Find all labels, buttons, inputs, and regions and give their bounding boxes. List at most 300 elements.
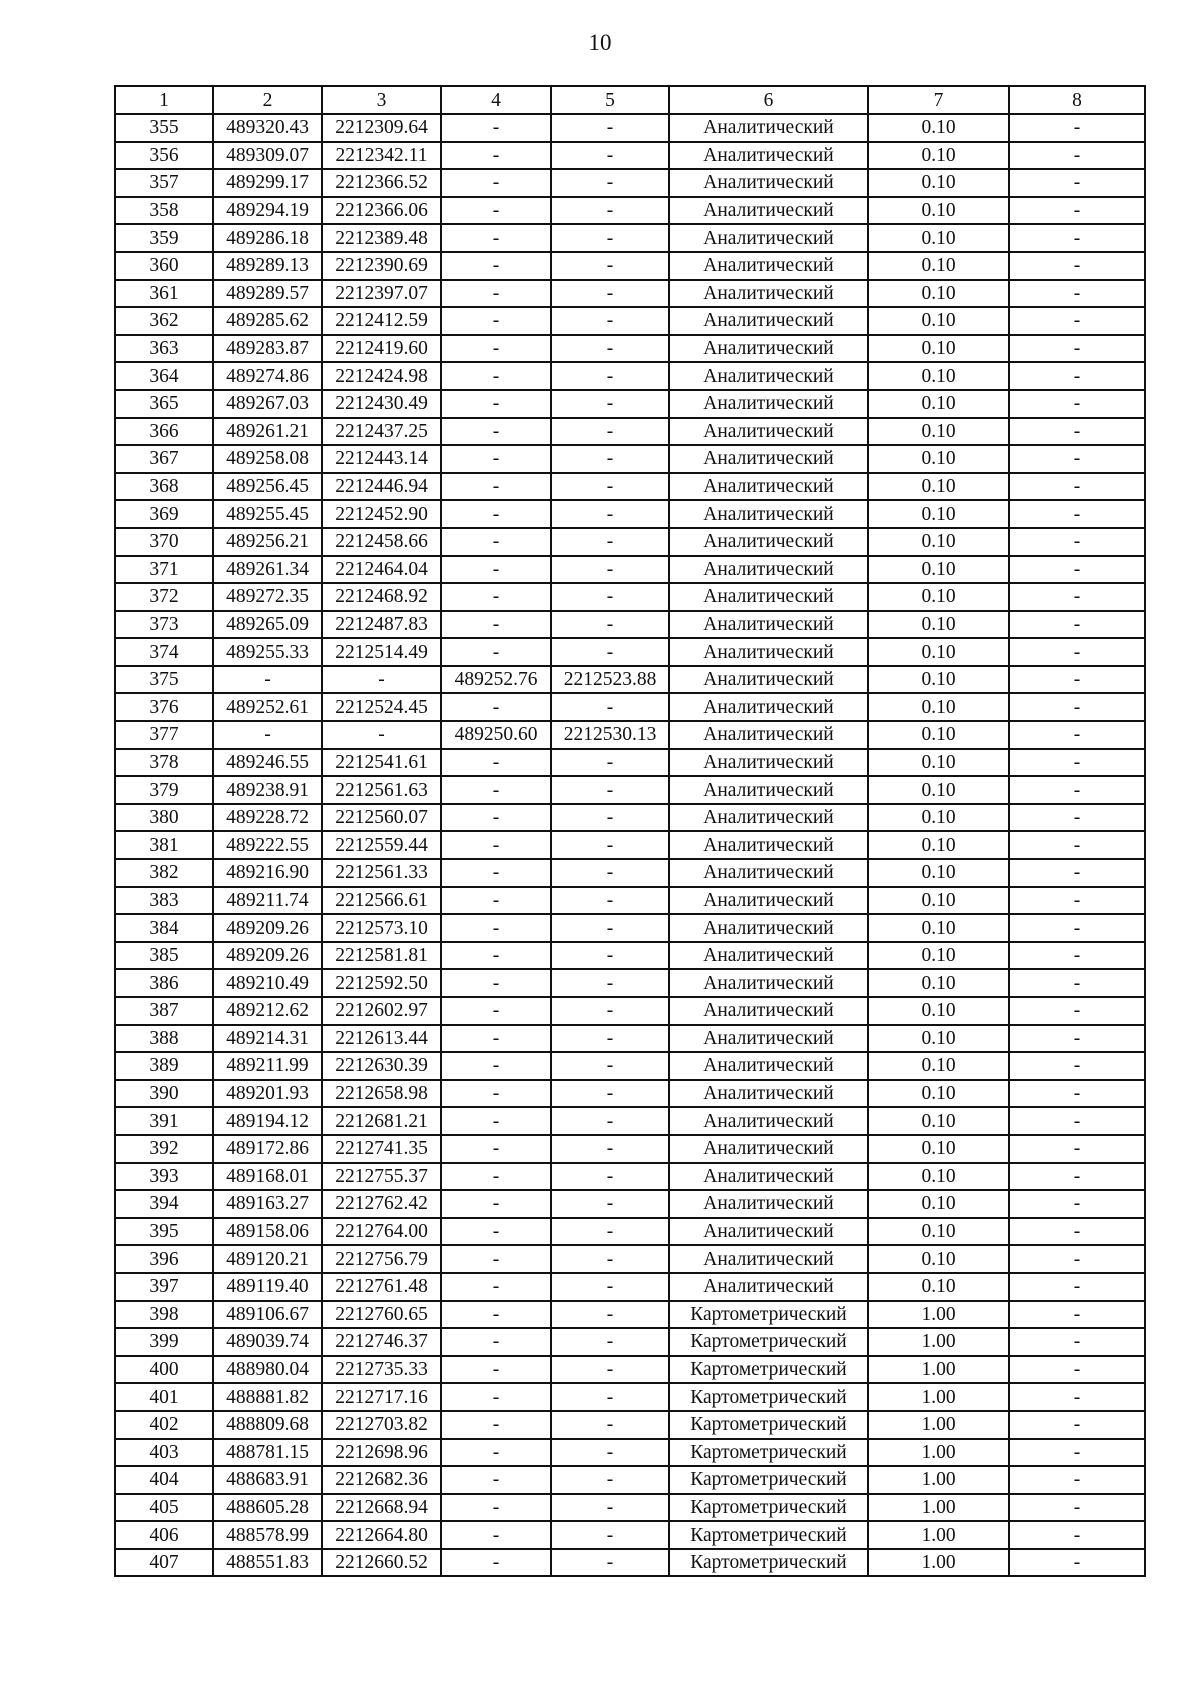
table-cell: 366 xyxy=(115,418,213,446)
table-cell: 2212523.88 xyxy=(551,666,669,694)
table-row xyxy=(115,859,1145,887)
table-cell: - xyxy=(551,1163,669,1191)
table-cell: 404 xyxy=(115,1466,213,1494)
table-cell: Аналитический xyxy=(669,693,868,721)
table-cell: 2212760.65 xyxy=(322,1301,441,1329)
table-cell: 489216.90 xyxy=(213,859,322,887)
table-cell: 402 xyxy=(115,1411,213,1439)
table-cell: - xyxy=(441,804,551,832)
column-header: 3 xyxy=(322,86,441,114)
table-cell: Аналитический xyxy=(669,721,868,749)
table-cell: 2212762.42 xyxy=(322,1190,441,1218)
table-cell: Аналитический xyxy=(669,887,868,915)
table-cell: - xyxy=(1009,1025,1145,1053)
table-cell: - xyxy=(441,142,551,170)
table-cell: - xyxy=(1009,1411,1145,1439)
table-cell: - xyxy=(1009,887,1145,915)
table-cell: - xyxy=(1009,1190,1145,1218)
table-cell: 489212.62 xyxy=(213,997,322,1025)
table-cell: 0.10 xyxy=(868,887,1009,915)
table-cell: - xyxy=(551,1301,669,1329)
table-cell: 0.10 xyxy=(868,528,1009,556)
table-cell: 489283.87 xyxy=(213,335,322,363)
table-cell: - xyxy=(441,556,551,584)
table-cell: - xyxy=(551,362,669,390)
table-cell: - xyxy=(1009,1052,1145,1080)
table-row xyxy=(115,500,1145,528)
table-cell: - xyxy=(441,611,551,639)
table-cell: - xyxy=(1009,224,1145,252)
table-cell: - xyxy=(1009,1383,1145,1411)
table-row xyxy=(115,197,1145,225)
table-cell: 1.00 xyxy=(868,1356,1009,1384)
table-cell: 489285.62 xyxy=(213,307,322,335)
table-cell: 489252.61 xyxy=(213,693,322,721)
table-cell: Аналитический xyxy=(669,583,868,611)
table-cell: 0.10 xyxy=(868,1052,1009,1080)
table-cell: 0.10 xyxy=(868,197,1009,225)
table-cell: - xyxy=(1009,721,1145,749)
table-cell: - xyxy=(441,1135,551,1163)
table-cell: 2212452.90 xyxy=(322,500,441,528)
table-row xyxy=(115,831,1145,859)
table-cell: Картометрический xyxy=(669,1328,868,1356)
table-cell: 489210.49 xyxy=(213,969,322,997)
table-cell: 2212764.00 xyxy=(322,1218,441,1246)
table-cell: - xyxy=(551,169,669,197)
table-cell: - xyxy=(441,583,551,611)
column-header: 7 xyxy=(868,86,1009,114)
table-cell: 394 xyxy=(115,1190,213,1218)
table-cell: 355 xyxy=(115,114,213,142)
table-cell: - xyxy=(551,969,669,997)
table-cell: 0.10 xyxy=(868,1135,1009,1163)
table-cell: 1.00 xyxy=(868,1301,1009,1329)
table-cell: - xyxy=(1009,997,1145,1025)
table-cell: 488881.82 xyxy=(213,1383,322,1411)
table-row xyxy=(115,583,1145,611)
table-cell: 0.10 xyxy=(868,335,1009,363)
table-cell: - xyxy=(551,831,669,859)
table-cell: - xyxy=(1009,1521,1145,1549)
table-cell: 2212487.83 xyxy=(322,611,441,639)
table-cell: 0.10 xyxy=(868,445,1009,473)
table-cell: 0.10 xyxy=(868,997,1009,1025)
table-row xyxy=(115,307,1145,335)
table-cell: - xyxy=(441,1190,551,1218)
table-cell: 2212342.11 xyxy=(322,142,441,170)
table-cell: - xyxy=(551,583,669,611)
table-cell: 2212389.48 xyxy=(322,224,441,252)
table-cell: 2212561.33 xyxy=(322,859,441,887)
table-cell: 357 xyxy=(115,169,213,197)
table-cell: Аналитический xyxy=(669,556,868,584)
table-cell: 489256.21 xyxy=(213,528,322,556)
table-cell: 489222.55 xyxy=(213,831,322,859)
table-cell: 0.10 xyxy=(868,693,1009,721)
table-cell: 369 xyxy=(115,500,213,528)
table-cell: 383 xyxy=(115,887,213,915)
table-cell: - xyxy=(551,1466,669,1494)
table-cell: 0.10 xyxy=(868,969,1009,997)
table-cell: Аналитический xyxy=(669,473,868,501)
table-cell: 489238.91 xyxy=(213,776,322,804)
table-cell: 382 xyxy=(115,859,213,887)
table-cell: - xyxy=(1009,1356,1145,1384)
table-cell: Аналитический xyxy=(669,749,868,777)
table-cell: 1.00 xyxy=(868,1328,1009,1356)
table-cell: Аналитический xyxy=(669,1135,868,1163)
table-cell: 403 xyxy=(115,1439,213,1467)
table-cell: Картометрический xyxy=(669,1494,868,1522)
table-cell: - xyxy=(1009,1107,1145,1135)
table-cell: 2212630.39 xyxy=(322,1052,441,1080)
table-cell: Аналитический xyxy=(669,1163,868,1191)
table-cell: - xyxy=(441,1163,551,1191)
table-cell: 489289.57 xyxy=(213,280,322,308)
table-cell: 2212682.36 xyxy=(322,1466,441,1494)
table-cell: 2212664.80 xyxy=(322,1521,441,1549)
table-cell: - xyxy=(551,114,669,142)
table-cell: - xyxy=(551,1494,669,1522)
table-cell: Картометрический xyxy=(669,1383,868,1411)
table-cell: 377 xyxy=(115,721,213,749)
table-cell: Аналитический xyxy=(669,280,868,308)
column-header: 4 xyxy=(441,86,551,114)
table-cell: Аналитический xyxy=(669,776,868,804)
table-cell: - xyxy=(551,307,669,335)
table-row xyxy=(115,1466,1145,1494)
table-cell: - xyxy=(441,362,551,390)
table-cell: 0.10 xyxy=(868,1190,1009,1218)
table-cell: - xyxy=(1009,914,1145,942)
table-cell: 489286.18 xyxy=(213,224,322,252)
table-cell: 489106.67 xyxy=(213,1301,322,1329)
table-cell: Аналитический xyxy=(669,362,868,390)
table-row xyxy=(115,445,1145,473)
table-cell: 395 xyxy=(115,1218,213,1246)
table-row xyxy=(115,1107,1145,1135)
table-cell: 0.10 xyxy=(868,224,1009,252)
table-cell: - xyxy=(441,335,551,363)
table-cell: 393 xyxy=(115,1163,213,1191)
table-cell: - xyxy=(1009,638,1145,666)
table-cell: 0.10 xyxy=(868,859,1009,887)
table-cell: - xyxy=(1009,362,1145,390)
table-cell: 0.10 xyxy=(868,1273,1009,1301)
table-cell: 488605.28 xyxy=(213,1494,322,1522)
table-cell: 364 xyxy=(115,362,213,390)
table-cell: - xyxy=(551,335,669,363)
table-cell: - xyxy=(441,914,551,942)
table-cell: 489158.06 xyxy=(213,1218,322,1246)
table-row xyxy=(115,1273,1145,1301)
table-cell: 0.10 xyxy=(868,1080,1009,1108)
table-cell: - xyxy=(551,638,669,666)
table-cell: Аналитический xyxy=(669,1245,868,1273)
table-row xyxy=(115,169,1145,197)
table-cell: 0.10 xyxy=(868,556,1009,584)
table-cell: 2212443.14 xyxy=(322,445,441,473)
table-cell: - xyxy=(1009,859,1145,887)
table-cell: 2212560.07 xyxy=(322,804,441,832)
table-row xyxy=(115,1356,1145,1384)
table-cell: 0.10 xyxy=(868,583,1009,611)
table-cell: - xyxy=(1009,556,1145,584)
table-cell: 397 xyxy=(115,1273,213,1301)
table-cell: 1.00 xyxy=(868,1439,1009,1467)
table-row xyxy=(115,362,1145,390)
table-cell: - xyxy=(551,942,669,970)
table-cell: - xyxy=(1009,1135,1145,1163)
table-row xyxy=(115,638,1145,666)
table-cell: - xyxy=(551,1080,669,1108)
table-cell: - xyxy=(441,1466,551,1494)
table-cell: - xyxy=(551,997,669,1025)
table-cell: - xyxy=(551,142,669,170)
table-cell: 2212390.69 xyxy=(322,252,441,280)
table-cell: 376 xyxy=(115,693,213,721)
table-row xyxy=(115,887,1145,915)
table-cell: Аналитический xyxy=(669,390,868,418)
table-cell: 2212746.37 xyxy=(322,1328,441,1356)
table-cell: 489265.09 xyxy=(213,611,322,639)
table-cell: Аналитический xyxy=(669,666,868,694)
table-cell: - xyxy=(1009,1245,1145,1273)
table-cell: 488551.83 xyxy=(213,1549,322,1577)
table-cell: 2212468.92 xyxy=(322,583,441,611)
table-cell: 387 xyxy=(115,997,213,1025)
table-cell: 0.10 xyxy=(868,721,1009,749)
table-cell: Аналитический xyxy=(669,638,868,666)
table-cell: - xyxy=(551,1328,669,1356)
table-cell: 2212366.52 xyxy=(322,169,441,197)
table-cell: 2212412.59 xyxy=(322,307,441,335)
table-cell: - xyxy=(1009,942,1145,970)
table-cell: 489274.86 xyxy=(213,362,322,390)
table-cell: - xyxy=(322,721,441,749)
table-cell: 0.10 xyxy=(868,500,1009,528)
table-cell: - xyxy=(551,887,669,915)
table-cell: 1.00 xyxy=(868,1383,1009,1411)
table-cell: - xyxy=(1009,776,1145,804)
table-cell: 489246.55 xyxy=(213,749,322,777)
table-cell: 0.10 xyxy=(868,942,1009,970)
table-cell: 2212561.63 xyxy=(322,776,441,804)
table-cell: 367 xyxy=(115,445,213,473)
table-cell: - xyxy=(441,473,551,501)
table-cell: - xyxy=(441,887,551,915)
table-cell: - xyxy=(441,638,551,666)
table-cell: 372 xyxy=(115,583,213,611)
table-cell: 2212668.94 xyxy=(322,1494,441,1522)
table-cell: - xyxy=(551,859,669,887)
table-cell: - xyxy=(1009,169,1145,197)
table-row xyxy=(115,1411,1145,1439)
table-cell: 406 xyxy=(115,1521,213,1549)
table-row xyxy=(115,776,1145,804)
table-cell: 0.10 xyxy=(868,307,1009,335)
table-cell: 360 xyxy=(115,252,213,280)
table-cell: - xyxy=(441,1052,551,1080)
table-cell: - xyxy=(551,776,669,804)
table-cell: - xyxy=(551,1521,669,1549)
table-cell: 489168.01 xyxy=(213,1163,322,1191)
table-cell: 0.10 xyxy=(868,831,1009,859)
table-cell: 375 xyxy=(115,666,213,694)
table-cell: - xyxy=(1009,1549,1145,1577)
table-cell: 392 xyxy=(115,1135,213,1163)
table-cell: 0.10 xyxy=(868,114,1009,142)
table-cell: 489320.43 xyxy=(213,114,322,142)
table-cell: Картометрический xyxy=(669,1549,868,1577)
table-cell: Аналитический xyxy=(669,169,868,197)
table-cell: 2212592.50 xyxy=(322,969,441,997)
table-cell: - xyxy=(441,1080,551,1108)
table-cell: - xyxy=(1009,969,1145,997)
table-cell: - xyxy=(441,776,551,804)
table-cell: - xyxy=(551,1411,669,1439)
table-cell: 399 xyxy=(115,1328,213,1356)
table-cell: 2212464.04 xyxy=(322,556,441,584)
table-cell: - xyxy=(441,1218,551,1246)
table-cell: 2212660.52 xyxy=(322,1549,441,1577)
table-cell: 488683.91 xyxy=(213,1466,322,1494)
table-cell: - xyxy=(1009,1218,1145,1246)
table-cell: 380 xyxy=(115,804,213,832)
table-cell: 368 xyxy=(115,473,213,501)
table-cell: Аналитический xyxy=(669,1218,868,1246)
table-cell: - xyxy=(1009,1466,1145,1494)
column-header: 2 xyxy=(213,86,322,114)
table-cell: - xyxy=(441,1521,551,1549)
table-cell: - xyxy=(441,969,551,997)
table-cell: 489309.07 xyxy=(213,142,322,170)
table-row xyxy=(115,969,1145,997)
table-cell: Картометрический xyxy=(669,1439,868,1467)
table-cell: Картометрический xyxy=(669,1356,868,1384)
table-cell: 2212658.98 xyxy=(322,1080,441,1108)
table-cell: 363 xyxy=(115,335,213,363)
table-cell: 488980.04 xyxy=(213,1356,322,1384)
table-cell: 489299.17 xyxy=(213,169,322,197)
table-cell: 489228.72 xyxy=(213,804,322,832)
table-cell: 489289.13 xyxy=(213,252,322,280)
table-cell: - xyxy=(441,831,551,859)
table-cell: 0.10 xyxy=(868,362,1009,390)
table-cell: 359 xyxy=(115,224,213,252)
table-cell: 2212613.44 xyxy=(322,1025,441,1053)
table-cell: - xyxy=(551,390,669,418)
table-cell: - xyxy=(551,1052,669,1080)
table-row xyxy=(115,942,1145,970)
table-cell: - xyxy=(1009,1273,1145,1301)
table-cell: 0.10 xyxy=(868,1107,1009,1135)
table-cell: - xyxy=(1009,307,1145,335)
table-cell: - xyxy=(441,1245,551,1273)
table-cell: - xyxy=(441,418,551,446)
table-cell: - xyxy=(551,1245,669,1273)
table-cell: - xyxy=(1009,1163,1145,1191)
table-cell: Аналитический xyxy=(669,307,868,335)
table-cell: 1.00 xyxy=(868,1549,1009,1577)
table-cell: 407 xyxy=(115,1549,213,1577)
table-row xyxy=(115,418,1145,446)
column-header: 5 xyxy=(551,86,669,114)
table-cell: - xyxy=(1009,749,1145,777)
header-row xyxy=(115,86,1145,114)
table-cell: 2212437.25 xyxy=(322,418,441,446)
table-cell: 398 xyxy=(115,1301,213,1329)
table-cell: - xyxy=(441,252,551,280)
table-cell: - xyxy=(441,1494,551,1522)
table-cell: 356 xyxy=(115,142,213,170)
table-row xyxy=(115,252,1145,280)
table-cell: - xyxy=(551,1107,669,1135)
table-cell: 489252.76 xyxy=(441,666,551,694)
table-cell: 2212366.06 xyxy=(322,197,441,225)
table-cell: 0.10 xyxy=(868,142,1009,170)
table-cell: Аналитический xyxy=(669,1107,868,1135)
coordinates-table xyxy=(114,85,1146,1577)
table-cell: - xyxy=(441,224,551,252)
table-cell: - xyxy=(1009,473,1145,501)
table-cell: 374 xyxy=(115,638,213,666)
table-cell: Аналитический xyxy=(669,114,868,142)
table-cell: - xyxy=(551,252,669,280)
table-cell: 2212309.64 xyxy=(322,114,441,142)
table-cell: 0.10 xyxy=(868,169,1009,197)
table-cell: - xyxy=(213,721,322,749)
table-cell: 489211.99 xyxy=(213,1052,322,1080)
table-row xyxy=(115,997,1145,1025)
table-cell: 2212524.45 xyxy=(322,693,441,721)
table-cell: 2212703.82 xyxy=(322,1411,441,1439)
table-row xyxy=(115,1383,1145,1411)
table-cell: - xyxy=(1009,831,1145,859)
table-cell: 405 xyxy=(115,1494,213,1522)
table-cell: Аналитический xyxy=(669,142,868,170)
table-cell: - xyxy=(441,942,551,970)
table-cell: - xyxy=(441,1439,551,1467)
table-row xyxy=(115,1163,1145,1191)
table-cell: 2212741.35 xyxy=(322,1135,441,1163)
table-cell: 489163.27 xyxy=(213,1190,322,1218)
table-cell: Аналитический xyxy=(669,528,868,556)
table-cell: - xyxy=(1009,611,1145,639)
table-cell: - xyxy=(551,749,669,777)
table-cell: 0.10 xyxy=(868,666,1009,694)
table-row xyxy=(115,1245,1145,1273)
table-cell: - xyxy=(441,169,551,197)
table-cell: - xyxy=(1009,252,1145,280)
table-cell: - xyxy=(551,445,669,473)
table-row xyxy=(115,528,1145,556)
table-row xyxy=(115,749,1145,777)
table-cell: - xyxy=(1009,142,1145,170)
table-row xyxy=(115,390,1145,418)
table-cell: - xyxy=(1009,1080,1145,1108)
table-cell: Аналитический xyxy=(669,859,868,887)
table-cell: - xyxy=(1009,583,1145,611)
table-cell: Аналитический xyxy=(669,1190,868,1218)
table-cell: 361 xyxy=(115,280,213,308)
table-cell: 0.10 xyxy=(868,638,1009,666)
table-cell: 489119.40 xyxy=(213,1273,322,1301)
table-cell: - xyxy=(441,1356,551,1384)
table-cell: 385 xyxy=(115,942,213,970)
table-cell: 0.10 xyxy=(868,1245,1009,1273)
